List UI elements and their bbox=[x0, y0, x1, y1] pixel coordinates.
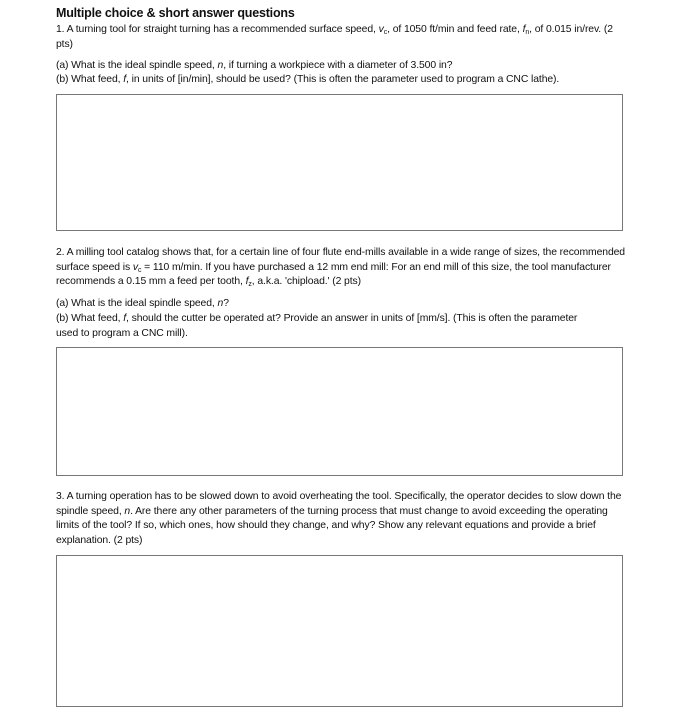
question-2-part-a bbox=[56, 297, 626, 312]
q2-fz-subscript: z bbox=[248, 281, 252, 289]
q3-stem-text-2: . Are there any other parameters of the turning process that must change to avoid exceeding the operating limits of the tool? If so, which ones, how should they change, and why? Show any relevant equations and provide a brief explanation. (2 pts) bbox=[56, 505, 608, 546]
question-2-stem bbox=[56, 246, 626, 290]
q1-b-variable: f bbox=[123, 74, 127, 85]
q2-stem-text-3: , a.k.a. 'chipload.' (2 pts) bbox=[251, 276, 361, 288]
q1-a-text-1: (a) What is the ideal spindle speed, bbox=[56, 60, 218, 71]
section-heading: Multiple choice & short answer questions bbox=[56, 6, 295, 20]
question-1-part-b bbox=[56, 73, 656, 88]
q1-a-text-2: , if turning a workpiece with a diameter of 3.500 in? bbox=[223, 60, 453, 71]
question-2-part-b bbox=[56, 312, 601, 341]
q1-stem-text-3: , of 0.015 in/rev. (2 pts) bbox=[56, 24, 613, 50]
answer-box-2[interactable] bbox=[56, 347, 623, 476]
q1-stem-text-1: 1. A turning tool for straight turning has a recommended surface speed, bbox=[56, 24, 379, 35]
q2-a-variable: n bbox=[217, 298, 224, 309]
question-1-part-a bbox=[56, 59, 626, 74]
q2-vc-symbol: v bbox=[132, 261, 138, 273]
q2-a-text-2: ? bbox=[223, 298, 229, 309]
q2-a-text-1: (a) What is the ideal spindle speed, bbox=[56, 298, 218, 309]
q2-stem-text-2: = 110 m/min. If you have purchased a 12 mm end mill: For an end mill of this size, the tool manufacturer recommends a 0.15 mm a feed per tooth, bbox=[56, 261, 611, 288]
q2-b-text-1: (b) What feed, bbox=[56, 313, 124, 324]
q1-b-text-2: , in units of [in/min], should be used? (This is often the parameter used to program a CNC lathe). bbox=[126, 74, 560, 85]
q1-fn-subscript: n bbox=[525, 29, 530, 36]
q1-fn-symbol: f bbox=[522, 24, 526, 35]
question-3-stem bbox=[56, 490, 624, 548]
question-1-stem bbox=[56, 23, 626, 52]
answer-box-3[interactable] bbox=[56, 555, 623, 707]
q2-b-variable: f bbox=[123, 313, 127, 324]
q1-stem-text-2: , of 1050 ft/min and feed rate, bbox=[387, 24, 523, 35]
q1-vc-subscript: c bbox=[383, 29, 388, 36]
q2-fz-symbol: f bbox=[245, 276, 249, 288]
answer-box-1[interactable] bbox=[56, 94, 623, 231]
q2-stem-text-1: 2. A milling tool catalog shows that, for a certain line of four flute end-mills available in a wide range of sizes, the recommended surface speed is bbox=[56, 247, 625, 273]
q3-stem-text-1: 3. A turning operation has to be slowed down to avoid overheating the tool. Specifically, the operator decides to slow down the spindle speed, bbox=[56, 491, 622, 517]
q2-vc-subscript: c bbox=[137, 266, 142, 274]
q2-b-text-2: , should the cutter be operated at? Provide an answer in units of [mm/s]. (This is often the parameter used to program a CNC mill). bbox=[56, 313, 578, 339]
q1-vc-symbol: v bbox=[378, 24, 384, 35]
q1-b-text-1: (b) What feed, bbox=[56, 74, 124, 85]
q3-variable: n bbox=[124, 505, 131, 517]
q1-a-variable: n bbox=[217, 60, 224, 71]
